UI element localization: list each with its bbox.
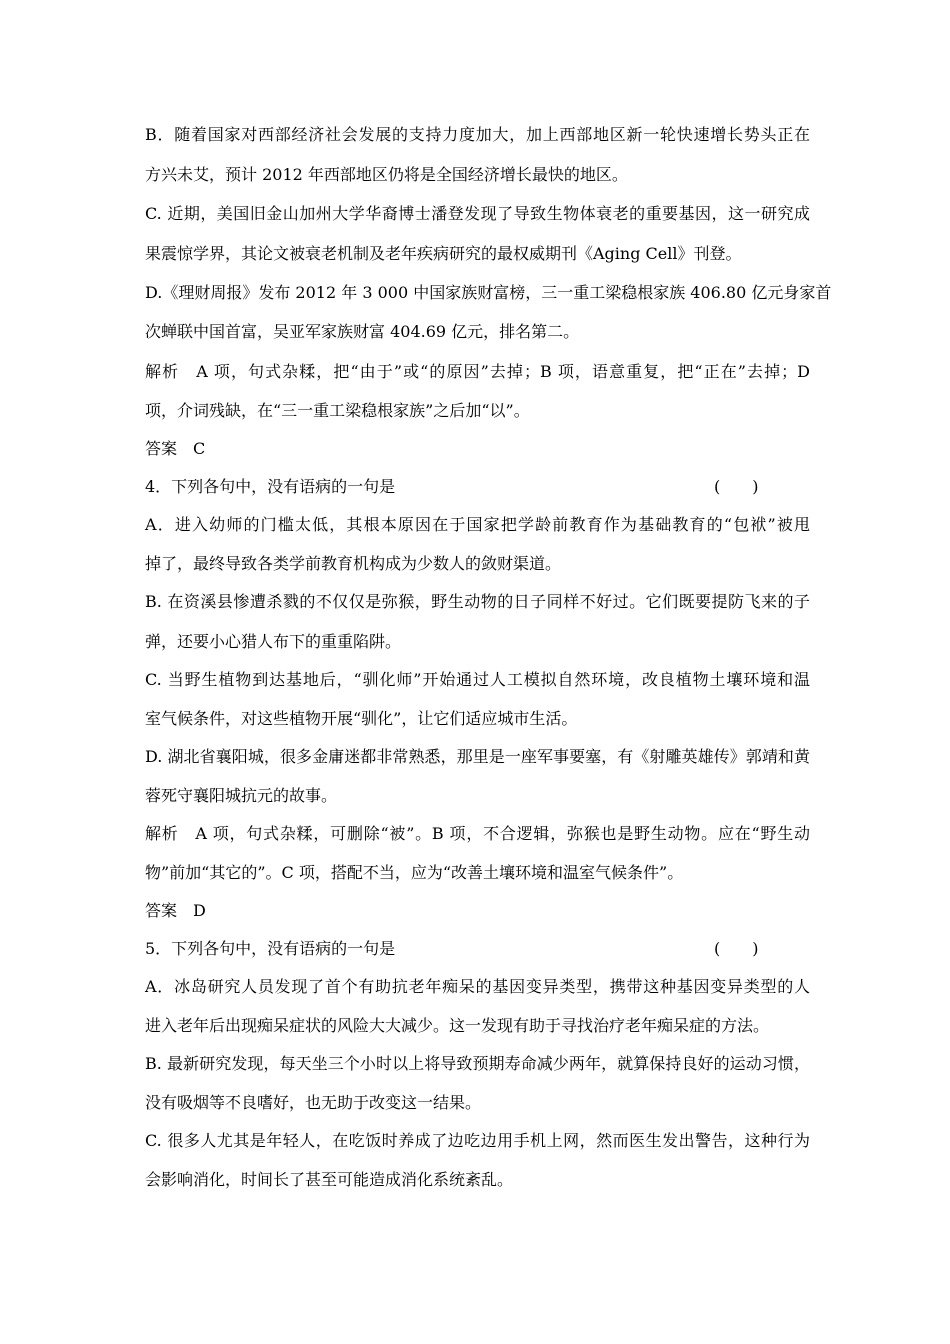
text-line: C. 近期，美国旧金山加州大学华裔博士潘登发现了导致生物体衰老的重要基因，这一研究成 (145, 204, 810, 223)
analysis-line: 解析 A 项，句式杂糅，可删除“被”。B 项，不合逻辑，弥猴也是野生动物。应在“野生动 (145, 824, 810, 843)
option-line: B. 在资溪县惨遭杀戮的不仅仅是弥猴，野生动物的日子同样不好过。它们既要提防飞来的子 (145, 592, 810, 611)
option-line: A．进入幼师的门槛太低，其根本原因在于国家把学龄前教育作为基础教育的“包袱”被甩 (145, 515, 810, 534)
answer-line: 答案 D (145, 901, 206, 920)
option-line: B. 最新研究发现，每天坐三个小时以上将导致预期寿命减少两年，就算保持良好的运动习惯， (145, 1054, 810, 1073)
option-line: 进入老年后出现痴呆症状的风险大大减少。这一发现有助于寻找治疗老年痴呆症的方法。 (145, 1016, 770, 1035)
answer-bracket: ( ) (714, 939, 759, 958)
answer-bracket: ( ) (714, 477, 759, 496)
option-line: 会影响消化，时间长了甚至可能造成消化系统紊乱。 (145, 1170, 514, 1189)
option-line: A．冰岛研究人员发现了首个有助抗老年痴呆的基因变异类型，携带这种基因变异类型的人 (145, 977, 810, 996)
question-stem: 5．下列各句中，没有语病的一句是 (145, 939, 396, 958)
text-line: 果震惊学界，其论文被衰老机制及老年疾病研究的最权威期刊《Aging Cell》刊登。 (145, 244, 742, 263)
answer-line: 答案 C (145, 439, 206, 458)
text-line: 方兴未艾，预计 2012 年西部地区仍将是全国经济增长最快的地区。 (145, 165, 628, 184)
question-stem: 4．下列各句中，没有语病的一句是 (145, 477, 396, 496)
text-line: B．随着国家对西部经济社会发展的支持力度加大，加上西部地区新一轮快速增长势头正在 (145, 125, 810, 144)
option-line: 蓉死守襄阳城抗元的故事。 (145, 786, 338, 805)
option-line: 没有吸烟等不良嗜好，也无助于改变这一结果。 (145, 1093, 482, 1112)
analysis-line: 解析 A 项，句式杂糅，把“由于”或“的原因”去掉；B 项，语意重复，把“正在”去掉；D (145, 362, 810, 381)
option-line: 室气候条件，对这些植物开展“驯化”，让它们适应城市生活。 (145, 709, 578, 728)
option-line: 掉了，最终导致各类学前教育机构成为少数人的敛财渠道。 (145, 554, 562, 573)
analysis-line: 物”前加“其它的”。C 项，搭配不当，应为“改善土壤环境和温室气候条件”。 (145, 863, 684, 882)
text-line: D.《理财周报》发布 2012 年 3 000 中国家族财富榜，三一重工梁稳根家族 406.80 亿元身家首 (145, 283, 832, 302)
text-line: 次蝉联中国首富，吴亚军家族财富 404.69 亿元，排名第二。 (145, 322, 580, 341)
option-line: C. 当野生植物到达基地后，“驯化师”开始通过人工模拟自然环境，改良植物土壤环境和温 (145, 670, 810, 689)
option-line: D. 湖北省襄阳城，很多金庸迷都非常熟悉，那里是一座军事要塞，有《射雕英雄传》郭靖和黄 (145, 747, 810, 766)
analysis-line: 项，介词残缺，在“三一重工梁稳根家族”之后加“以”。 (145, 401, 530, 420)
option-line: 弹，还要小心猎人布下的重重陷阱。 (145, 632, 402, 651)
option-line: C. 很多人尤其是年轻人，在吃饭时养成了边吃边用手机上网，然而医生发出警告，这种行为 (145, 1131, 810, 1150)
